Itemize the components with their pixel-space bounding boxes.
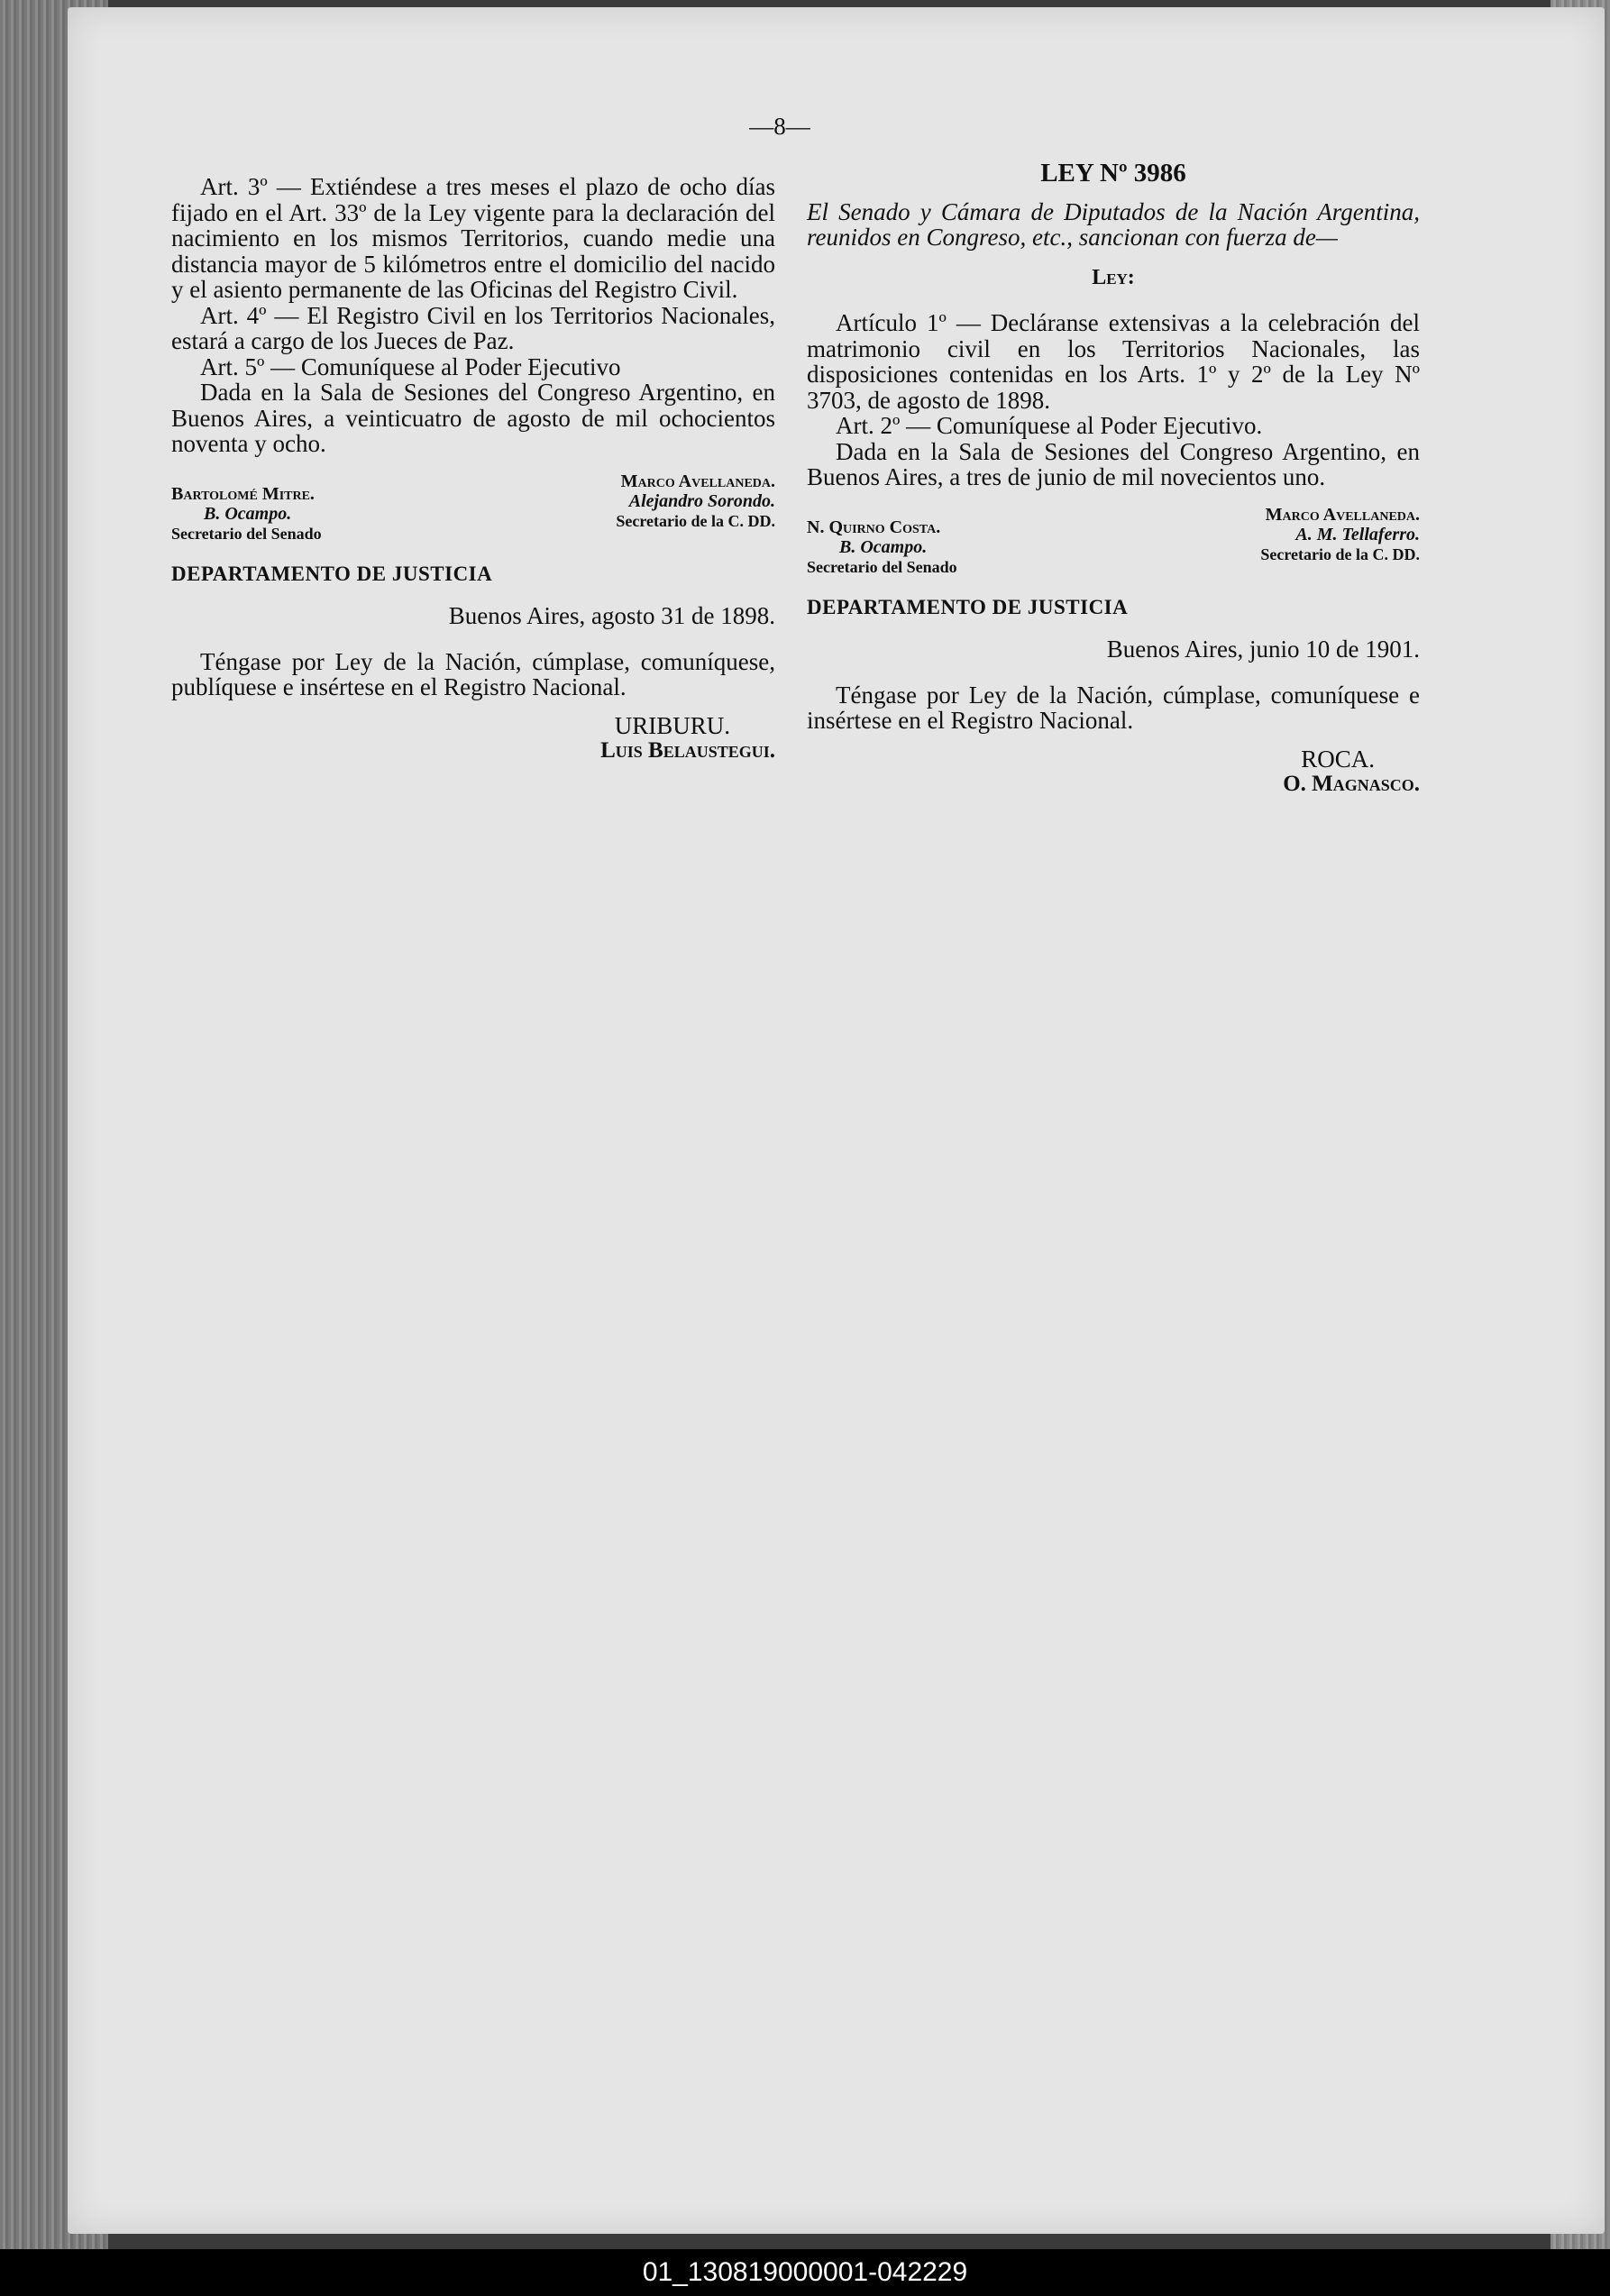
law-title: LEY Nº 3986 bbox=[1040, 159, 1186, 188]
chamber-secretary-name: Alejandro Sorondo. bbox=[628, 490, 775, 511]
article-1: Artículo 1º — Decláranse extensivas a la celebración del matrimonio civil en los Territorios Nacionales, las disposiciones contenidas en los Arts. 1º y 2º de la Ley Nº 3703, de agosto de 1898. bbox=[807, 309, 1420, 414]
chamber-president-name: Marco Avellaneda. bbox=[1265, 504, 1420, 525]
enactment-clause: Dada en la Sala de Sesiones del Congreso Argentino, en Buenos Aires, a veinticuatro de agosto de mil ochocientos noventa y ocho. bbox=[171, 379, 775, 457]
promulgation-text: Téngase por Ley de la Nación, cúmplase, comuníquese, publíquese e insértese en el Registro Nacional. bbox=[171, 647, 775, 700]
minister-signature: Luis Belaustegui. bbox=[600, 738, 775, 763]
senate-secretary-name: B. Ocampo. bbox=[839, 536, 928, 557]
article-5: Art. 5º — Comuníquese al Poder Ejecutivo bbox=[200, 352, 621, 380]
article-3: Art. 3º — Extiéndese a tres meses el plazo de ocho días fijado en el Art. 33º de la Ley vigente para la declaración del nacimiento en los mismos Territorios, cuando medie una distancia mayor de 5 kilómetros entre el domicilio del nacido y el asiento permanente de las Oficinas del Registro Civil. bbox=[171, 173, 775, 303]
chamber-president-name: Marco Avellaneda. bbox=[620, 471, 775, 491]
senate-secretary-name: B. Ocampo. bbox=[204, 503, 292, 524]
scan-id-bar: 01_130819000001-042229 bbox=[0, 2249, 1610, 2296]
page-number: —8— bbox=[749, 113, 810, 140]
enactment-clause: Dada en la Sala de Sesiones del Congreso Argentino, en Buenos Aires, a tres de junio de mil novecientos uno. bbox=[807, 437, 1420, 490]
congress-signatures bbox=[171, 471, 775, 562]
left-column bbox=[171, 174, 775, 764]
senate-secretary-role: Secretario del Senado bbox=[171, 524, 322, 543]
chamber-secretary-name: A. M. Tellaferro. bbox=[1295, 524, 1420, 544]
ley-heading: Ley: bbox=[1092, 265, 1135, 289]
president-signature: URIBURU. bbox=[614, 711, 730, 739]
minister-signature: O. Magnasco. bbox=[1283, 772, 1420, 796]
chamber-secretary-role: Secretario de la C. DD. bbox=[616, 511, 775, 530]
chamber-secretary-role: Secretario de la C. DD. bbox=[1260, 544, 1420, 563]
department-heading: DEPARTAMENTO DE JUSTICIA bbox=[171, 562, 493, 585]
executive-signers bbox=[171, 713, 775, 764]
congress-signatures bbox=[807, 505, 1420, 595]
executive-signers bbox=[807, 746, 1420, 798]
chamber-signature bbox=[616, 471, 775, 531]
senate-secretary-role: Secretario del Senado bbox=[807, 557, 957, 576]
promulgation-text: Téngase por Ley de la Nación, cúmplase, comuníquese e insértese en el Registro Nacional. bbox=[807, 681, 1420, 734]
chamber-signature bbox=[1260, 505, 1420, 564]
article-2: Art. 2º — Comuníquese al Poder Ejecutivo. bbox=[836, 412, 1263, 439]
senate-president-name: N. Quirno Costa. bbox=[807, 517, 941, 537]
law-intro: El Senado y Cámara de Diputados de la Nación Argentina, reunidos en Congreso, etc., sancionan con fuerza de— bbox=[807, 197, 1420, 251]
department-heading: DEPARTAMENTO DE JUSTICIA bbox=[807, 595, 1129, 618]
president-signature: ROCA. bbox=[1301, 745, 1375, 773]
article-4: Art. 4º — El Registro Civil en los Territorios Nacionales, estará a cargo de los Jueces de Paz. bbox=[171, 301, 775, 354]
promulgation-date: Buenos Aires, junio 10 de 1901. bbox=[1106, 636, 1420, 663]
senate-signature bbox=[807, 517, 957, 577]
promulgation-date: Buenos Aires, agosto 31 de 1898. bbox=[448, 602, 775, 629]
senate-signature bbox=[171, 484, 322, 544]
senate-president-name: Bartolomé Mitre. bbox=[171, 483, 315, 504]
right-column bbox=[807, 160, 1420, 798]
